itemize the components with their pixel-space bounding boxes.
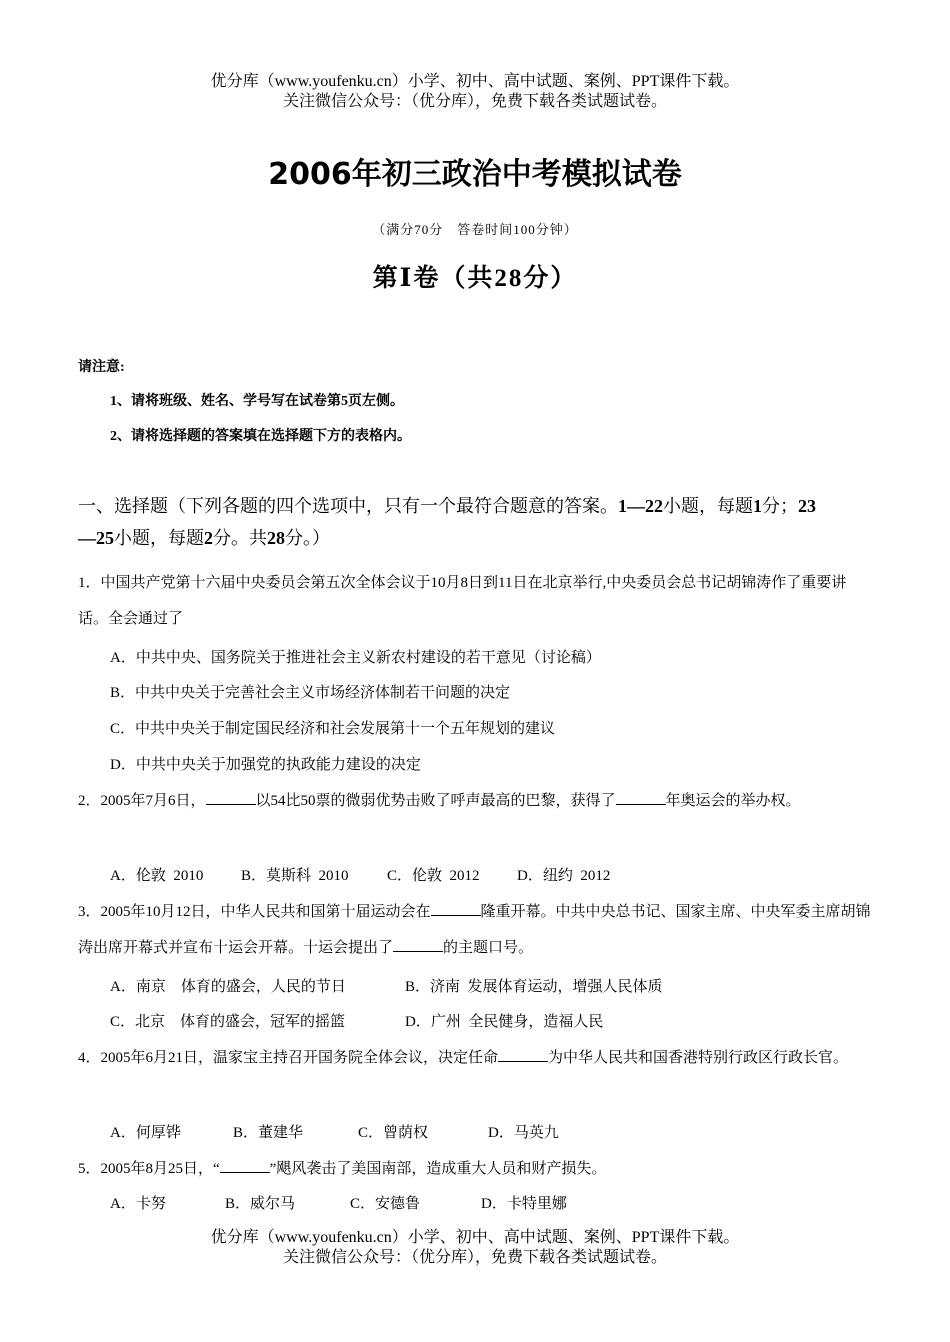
answer-blank	[206, 790, 256, 805]
q3-option-a: A．南京 体育的盛会，人民的节日	[110, 979, 346, 995]
q5-option-b: B．威尔马	[225, 1196, 296, 1212]
q3-option-d: D．广州 全民健身，造福人民	[405, 1014, 604, 1030]
q1-option-d: D．中共中央关于加强党的执政能力建设的决定	[110, 757, 421, 773]
header-line-1: 优分库（www.youfenku.cn）小学、初中、高中试题、案例、PPT课件下载。	[210, 73, 740, 90]
q5-option-c: C．安德鲁	[350, 1196, 421, 1212]
q4-option-a: A．何厚铧	[110, 1125, 181, 1141]
q1-option-c: C．中共中央关于制定国民经济和社会发展第十一个五年规划的建议	[110, 721, 556, 737]
footer-line-2: 关注微信公众号：（优分库），免费下载各类试题试卷。	[282, 1249, 667, 1266]
part-heading: 第Ⅰ卷（共28分）	[372, 265, 578, 292]
page-title: 2006年初三政治中考模拟试卷	[268, 157, 682, 192]
q4-option-c: C．曾荫权	[358, 1125, 429, 1141]
notice-item-2: 2、请将选择题的答案填在选择题下方的表格内。	[110, 429, 411, 444]
question-5: 5．2005年8月25日，“ ”飓风袭击了美国南部，造成重大人员和财产损失。	[78, 1151, 874, 1187]
q3-option-b: B．济南 发展体育运动，增强人民体质	[405, 979, 663, 995]
q2-option-b: B．莫斯科 2010	[241, 868, 349, 884]
q1-option-b: B．中共中央关于完善社会主义市场经济体制若干问题的决定	[110, 685, 511, 701]
section-instructions: 一、选择题（下列各题的四个选项中，只有一个最符合题意的答案。1—22小题，每题1分；23 —25小题，每题2分。共28分。）	[78, 496, 816, 548]
notice-heading: 请注意:	[78, 360, 125, 375]
footer-line-1: 优分库（www.youfenku.cn）小学、初中、高中试题、案例、PPT课件下载。	[210, 1229, 740, 1246]
question-4: 4．2005年6月21日，温家宝主持召开国务院全体会议，决定任命 为中华人民共和国香港特别行政区行政长官。	[78, 1040, 874, 1076]
answer-blank	[616, 790, 666, 805]
q5-option-a: A．卡努	[110, 1196, 166, 1212]
q2-option-d: D．纽约 2012	[517, 868, 611, 884]
answer-blank	[498, 1047, 548, 1062]
question-2: 2．2005年7月6日， 以54比50票的微弱优势击败了呼声最高的巴黎，获得了 年奥运会的举办权。	[78, 783, 874, 819]
answer-blank	[393, 937, 443, 952]
q4-option-d: D．马英九	[488, 1125, 559, 1141]
answer-blank	[431, 901, 481, 916]
notice-item-1: 1、请将班级、姓名、学号写在试卷第5页左侧。	[110, 394, 404, 409]
question-1: 1．中国共产党第十六届中央委员会第五次全体会议于10月8日到11日在北京举行,中央委员会总书记胡锦涛作了重要讲话。全会通过了	[78, 575, 847, 627]
q4-option-b: B．董建华	[233, 1125, 304, 1141]
q1-option-a: A．中共中央、国务院关于推进社会主义新农村建设的若干意见（讨论稿）	[110, 650, 601, 666]
q3-option-c: C．北京 体育的盛会，冠军的摇篮	[110, 1014, 346, 1030]
question-3: 3．2005年10月12日，中华人民共和国第十届运动会在 隆重开幕。中共中央总书记、国家主席、中央军委主席胡锦涛出席开幕式并宣布十运会开幕。十运会提出了 的主题口号。	[78, 894, 874, 966]
q2-option-c: C．伦敦 2012	[387, 868, 480, 884]
header-line-2: 关注微信公众号：（优分库），免费下载各类试题试卷。	[282, 93, 667, 110]
answer-blank	[220, 1158, 270, 1173]
q5-option-d: D．卡特里娜	[481, 1196, 567, 1212]
subtitle: （满分70分 答卷时间100分钟）	[372, 222, 578, 237]
q2-option-a: A．伦敦 2010	[110, 868, 204, 884]
